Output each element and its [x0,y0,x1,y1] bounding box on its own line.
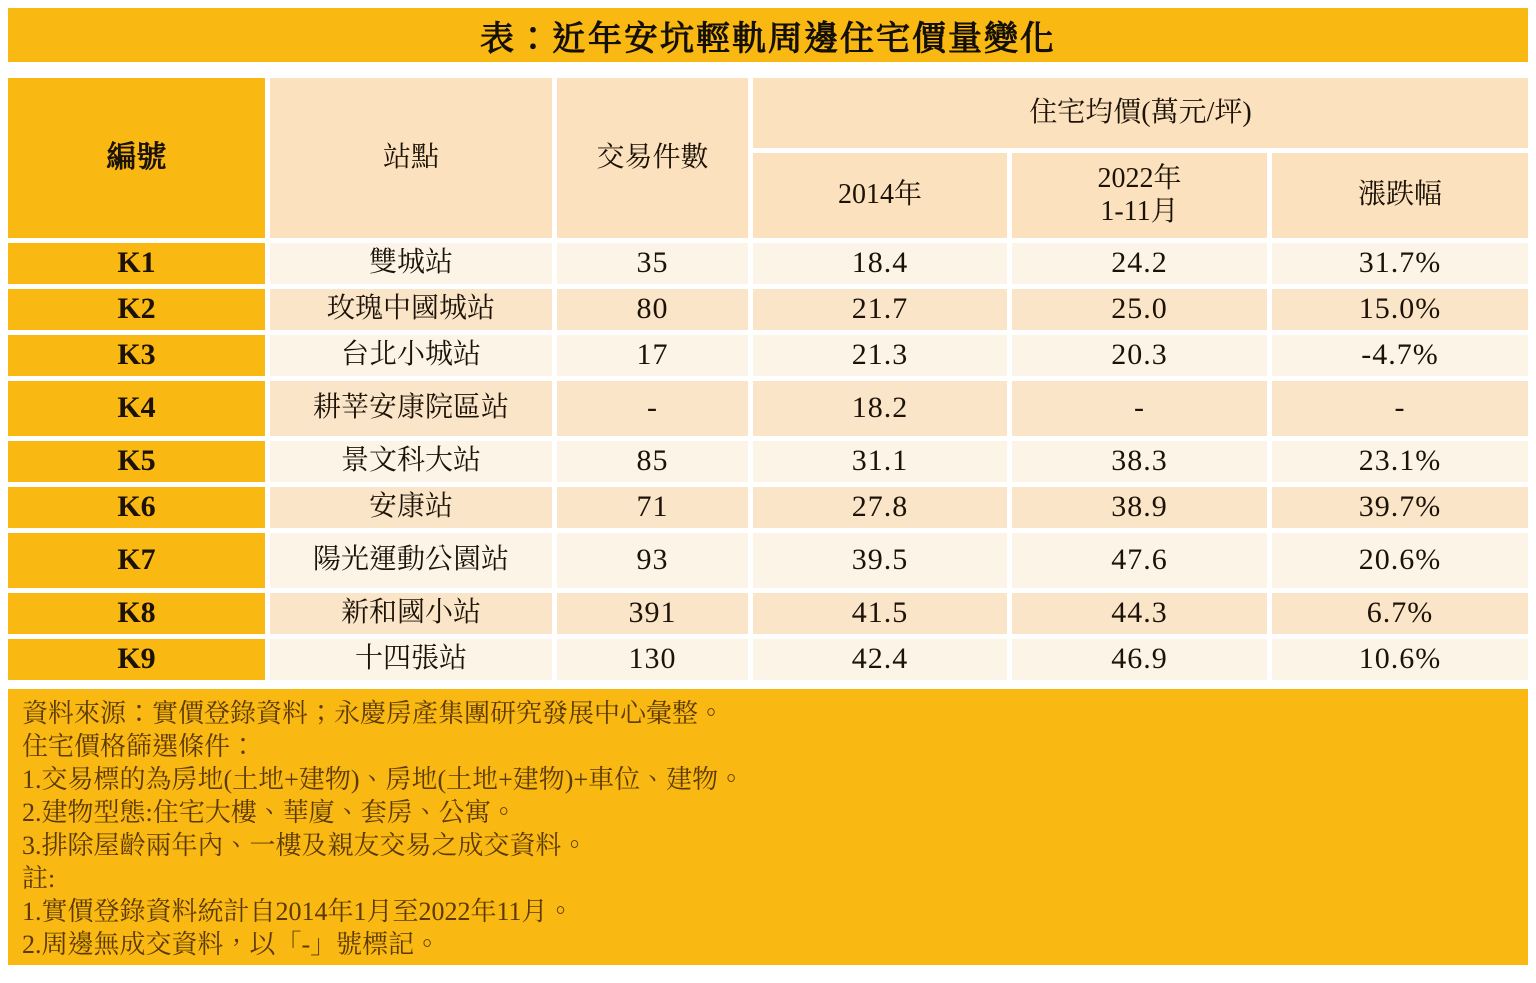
note-filter-2: 2.建物型態:住宅大樓、華廈、套房、公寓。 [22,798,517,827]
row-station: 雙城站 [270,243,552,284]
row-id: K8 [8,593,265,634]
row-id: K7 [8,533,265,588]
row-transactions: 71 [557,487,748,528]
page-title: 表：近年安坑輕軌周邊住宅價量變化 [480,20,1056,58]
row-price-2022: 24.2 [1012,243,1267,284]
row-id: K4 [8,381,265,436]
row-transactions: 80 [557,289,748,330]
note-filter-1: 1.交易標的為房地(土地+建物)、房地(土地+建物)+車位、建物。 [22,765,745,794]
header-year-2014: 2014年 [753,153,1007,238]
note-filter-title: 住宅價格篩選條件： [22,732,257,761]
row-station: 十四張站 [270,639,552,680]
row-change: - [1272,381,1528,436]
row-change: 15.0% [1272,289,1528,330]
row-id: K5 [8,441,265,482]
row-price-2022: - [1012,381,1267,436]
row-change: 31.7% [1272,243,1528,284]
note-source: 資料來源：實價登錄資料；永慶房產集團研究發展中心彙整。 [22,699,725,728]
row-price-2014: 21.7 [753,289,1007,330]
row-id: K3 [8,335,265,376]
row-change: 10.6% [1272,639,1528,680]
row-price-2022: 47.6 [1012,533,1267,588]
row-id: K6 [8,487,265,528]
note-remark-2: 2.周邊無成交資料，以「-」號標記。 [22,930,441,959]
row-transactions: 35 [557,243,748,284]
row-price-2022: 38.3 [1012,441,1267,482]
row-price-2022: 38.9 [1012,487,1267,528]
row-id: K9 [8,639,265,680]
note-remark-title: 註: [22,864,56,893]
row-change: 20.6% [1272,533,1528,588]
header-station: 站點 [270,78,552,238]
row-price-2014: 42.4 [753,639,1007,680]
row-station: 耕莘安康院區站 [270,381,552,436]
row-station: 新和國小站 [270,593,552,634]
header-price-group: 住宅均價(萬元/坪) [753,78,1528,148]
row-price-2014: 41.5 [753,593,1007,634]
table-title-bar [8,8,1528,62]
header-year-2022-line2: 1-11月 [1100,195,1179,227]
row-price-2014: 31.1 [753,441,1007,482]
row-transactions: 85 [557,441,748,482]
row-transactions: 130 [557,639,748,680]
row-price-2022: 20.3 [1012,335,1267,376]
row-station: 景文科大站 [270,441,552,482]
row-transactions: 17 [557,335,748,376]
header-year-2022-line1: 2022年 [1097,163,1182,195]
row-price-2014: 39.5 [753,533,1007,588]
row-price-2014: 18.2 [753,381,1007,436]
header-change: 漲跌幅 [1272,153,1528,238]
header-id: 編號 [8,78,265,238]
row-change: -4.7% [1272,335,1528,376]
row-transactions: 93 [557,533,748,588]
row-id: K1 [8,243,265,284]
row-transactions: 391 [557,593,748,634]
price-table [8,78,1528,680]
row-change: 39.7% [1272,487,1528,528]
header-year-2022 [1012,153,1267,238]
row-price-2014: 21.3 [753,335,1007,376]
note-filter-3: 3.排除屋齡兩年內、一樓及親友交易之成交資料。 [22,831,588,860]
row-station: 安康站 [270,487,552,528]
row-station: 玫瑰中國城站 [270,289,552,330]
note-remark-1: 1.實價登錄資料統計自2014年1月至2022年11月。 [22,897,574,926]
row-change: 6.7% [1272,593,1528,634]
row-price-2022: 46.9 [1012,639,1267,680]
header-transactions: 交易件數 [557,78,748,238]
row-price-2022: 25.0 [1012,289,1267,330]
row-change: 23.1% [1272,441,1528,482]
row-id: K2 [8,289,265,330]
row-price-2014: 27.8 [753,487,1007,528]
footnotes-block [8,689,1528,965]
row-transactions: - [557,381,748,436]
row-price-2022: 44.3 [1012,593,1267,634]
row-station: 台北小城站 [270,335,552,376]
row-price-2014: 18.4 [753,243,1007,284]
row-station: 陽光運動公園站 [270,533,552,588]
